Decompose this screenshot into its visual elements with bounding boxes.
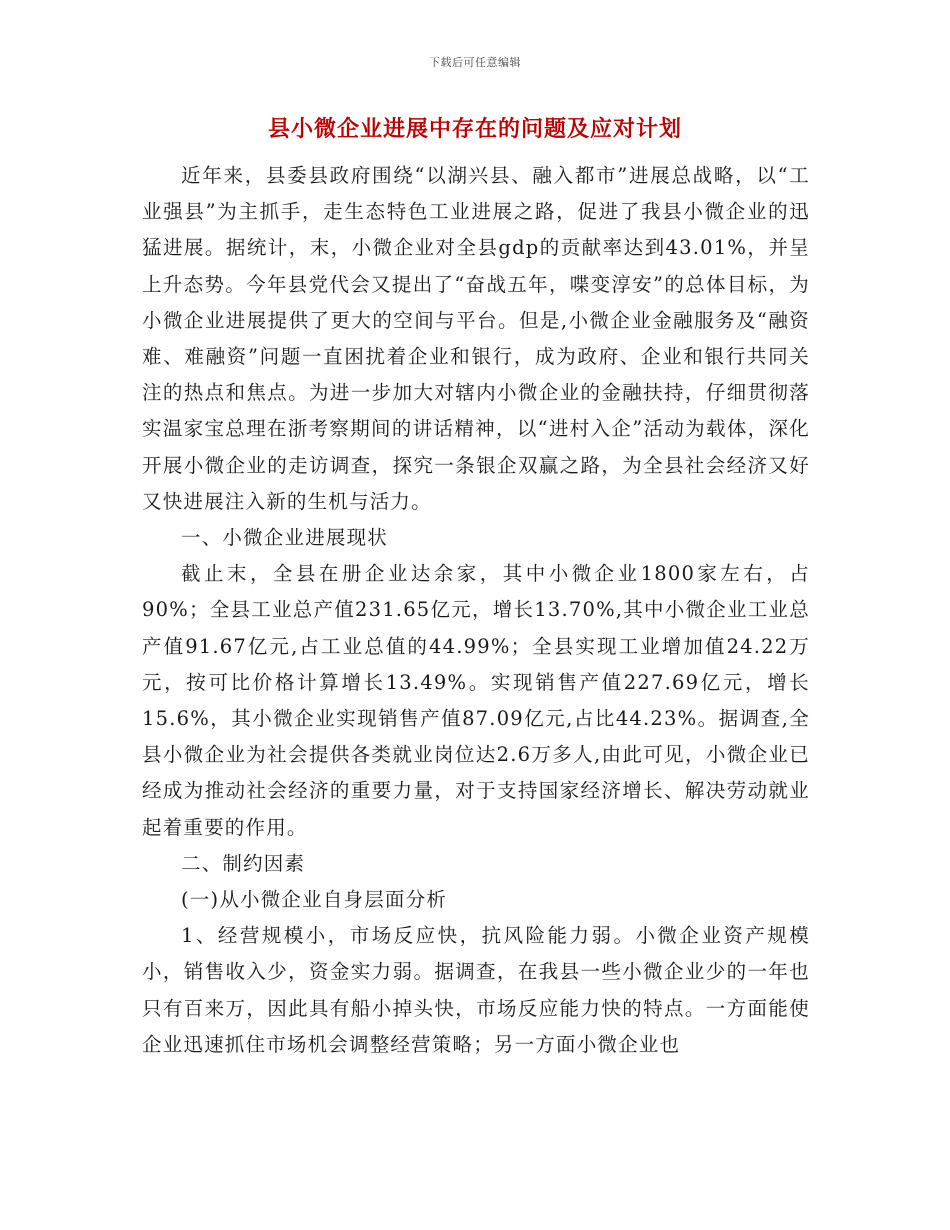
section-heading-status: 一、小微企业进展现状: [181, 526, 389, 550]
document-body: [142, 158, 810, 1063]
document-title: 县小微企业进展中存在的问题及应对计划: [267, 116, 682, 142]
paragraph-scale: 1、经营规模小，市场反应快，抗风险能力弱。小微企业资产规模小，销售收入少，资金实力弱。据调查，在我县一些小微企业少的一年也只有百来万，因此具有船小掉头快，市场反应能力快的特点。一方面能使企业迅速抓住市场机会调整经营策略；另一方面小微企业也: [142, 924, 810, 1056]
header-note: 下载后可任意编辑: [429, 56, 521, 69]
paragraph-status: 截止末，全县在册企业达余家，其中小微企业1800家左右，占90%；全县工业总产值231.65亿元，增长13.70%,其中小微企业工业总产值91.67亿元,占工业总值的44.99%；全县实现工业增加值24.22万元，按可比价格计算增长13.49%。实现销售产值227.69亿元，增长15.6%，其小微企业实现销售产值87.09亿元,占比44.23%。据调查,全县小微企业为社会提供各类就业岗位达2.6万多人,由此可见，小微企业已经成为推动社会经济的重要力量，对于支持国家经济增长、解决劳动就业起着重要的作用。: [142, 562, 810, 839]
paragraph-intro: 近年来，县委县政府围绕“以湖兴县、融入都市”进展总战略，以“工业强县”为主抓手，走生态特色工业进展之路，促进了我县小微企业的迅猛进展。据统计，末，小微企业对全县gdp的贡献率达到43.01%，并呈上升态势。今年县党代会又提出了“奋战五年，喋变淳安”的总体目标，为小微企业进展提供了更大的空间与平台。但是,小微企业金融服务及“融资难、难融资”问题一直困扰着企业和银行，成为政府、企业和银行共同关注的热点和焦点。为进一步加大对辖内小微企业的金融扶持，仔细贯彻落实温家宝总理在浙考察期间的讲话精神，以“进村入企”活动为载体，深化开展小微企业的走访调查，探究一条银企双赢之路，为全县社会经济又好又快进展注入新的生机与活力。: [142, 164, 810, 513]
section-heading-constraints: 二、制约因素: [181, 851, 306, 875]
subsection-heading-self-analysis: (一)从小微企业自身层面分析: [181, 888, 448, 912]
